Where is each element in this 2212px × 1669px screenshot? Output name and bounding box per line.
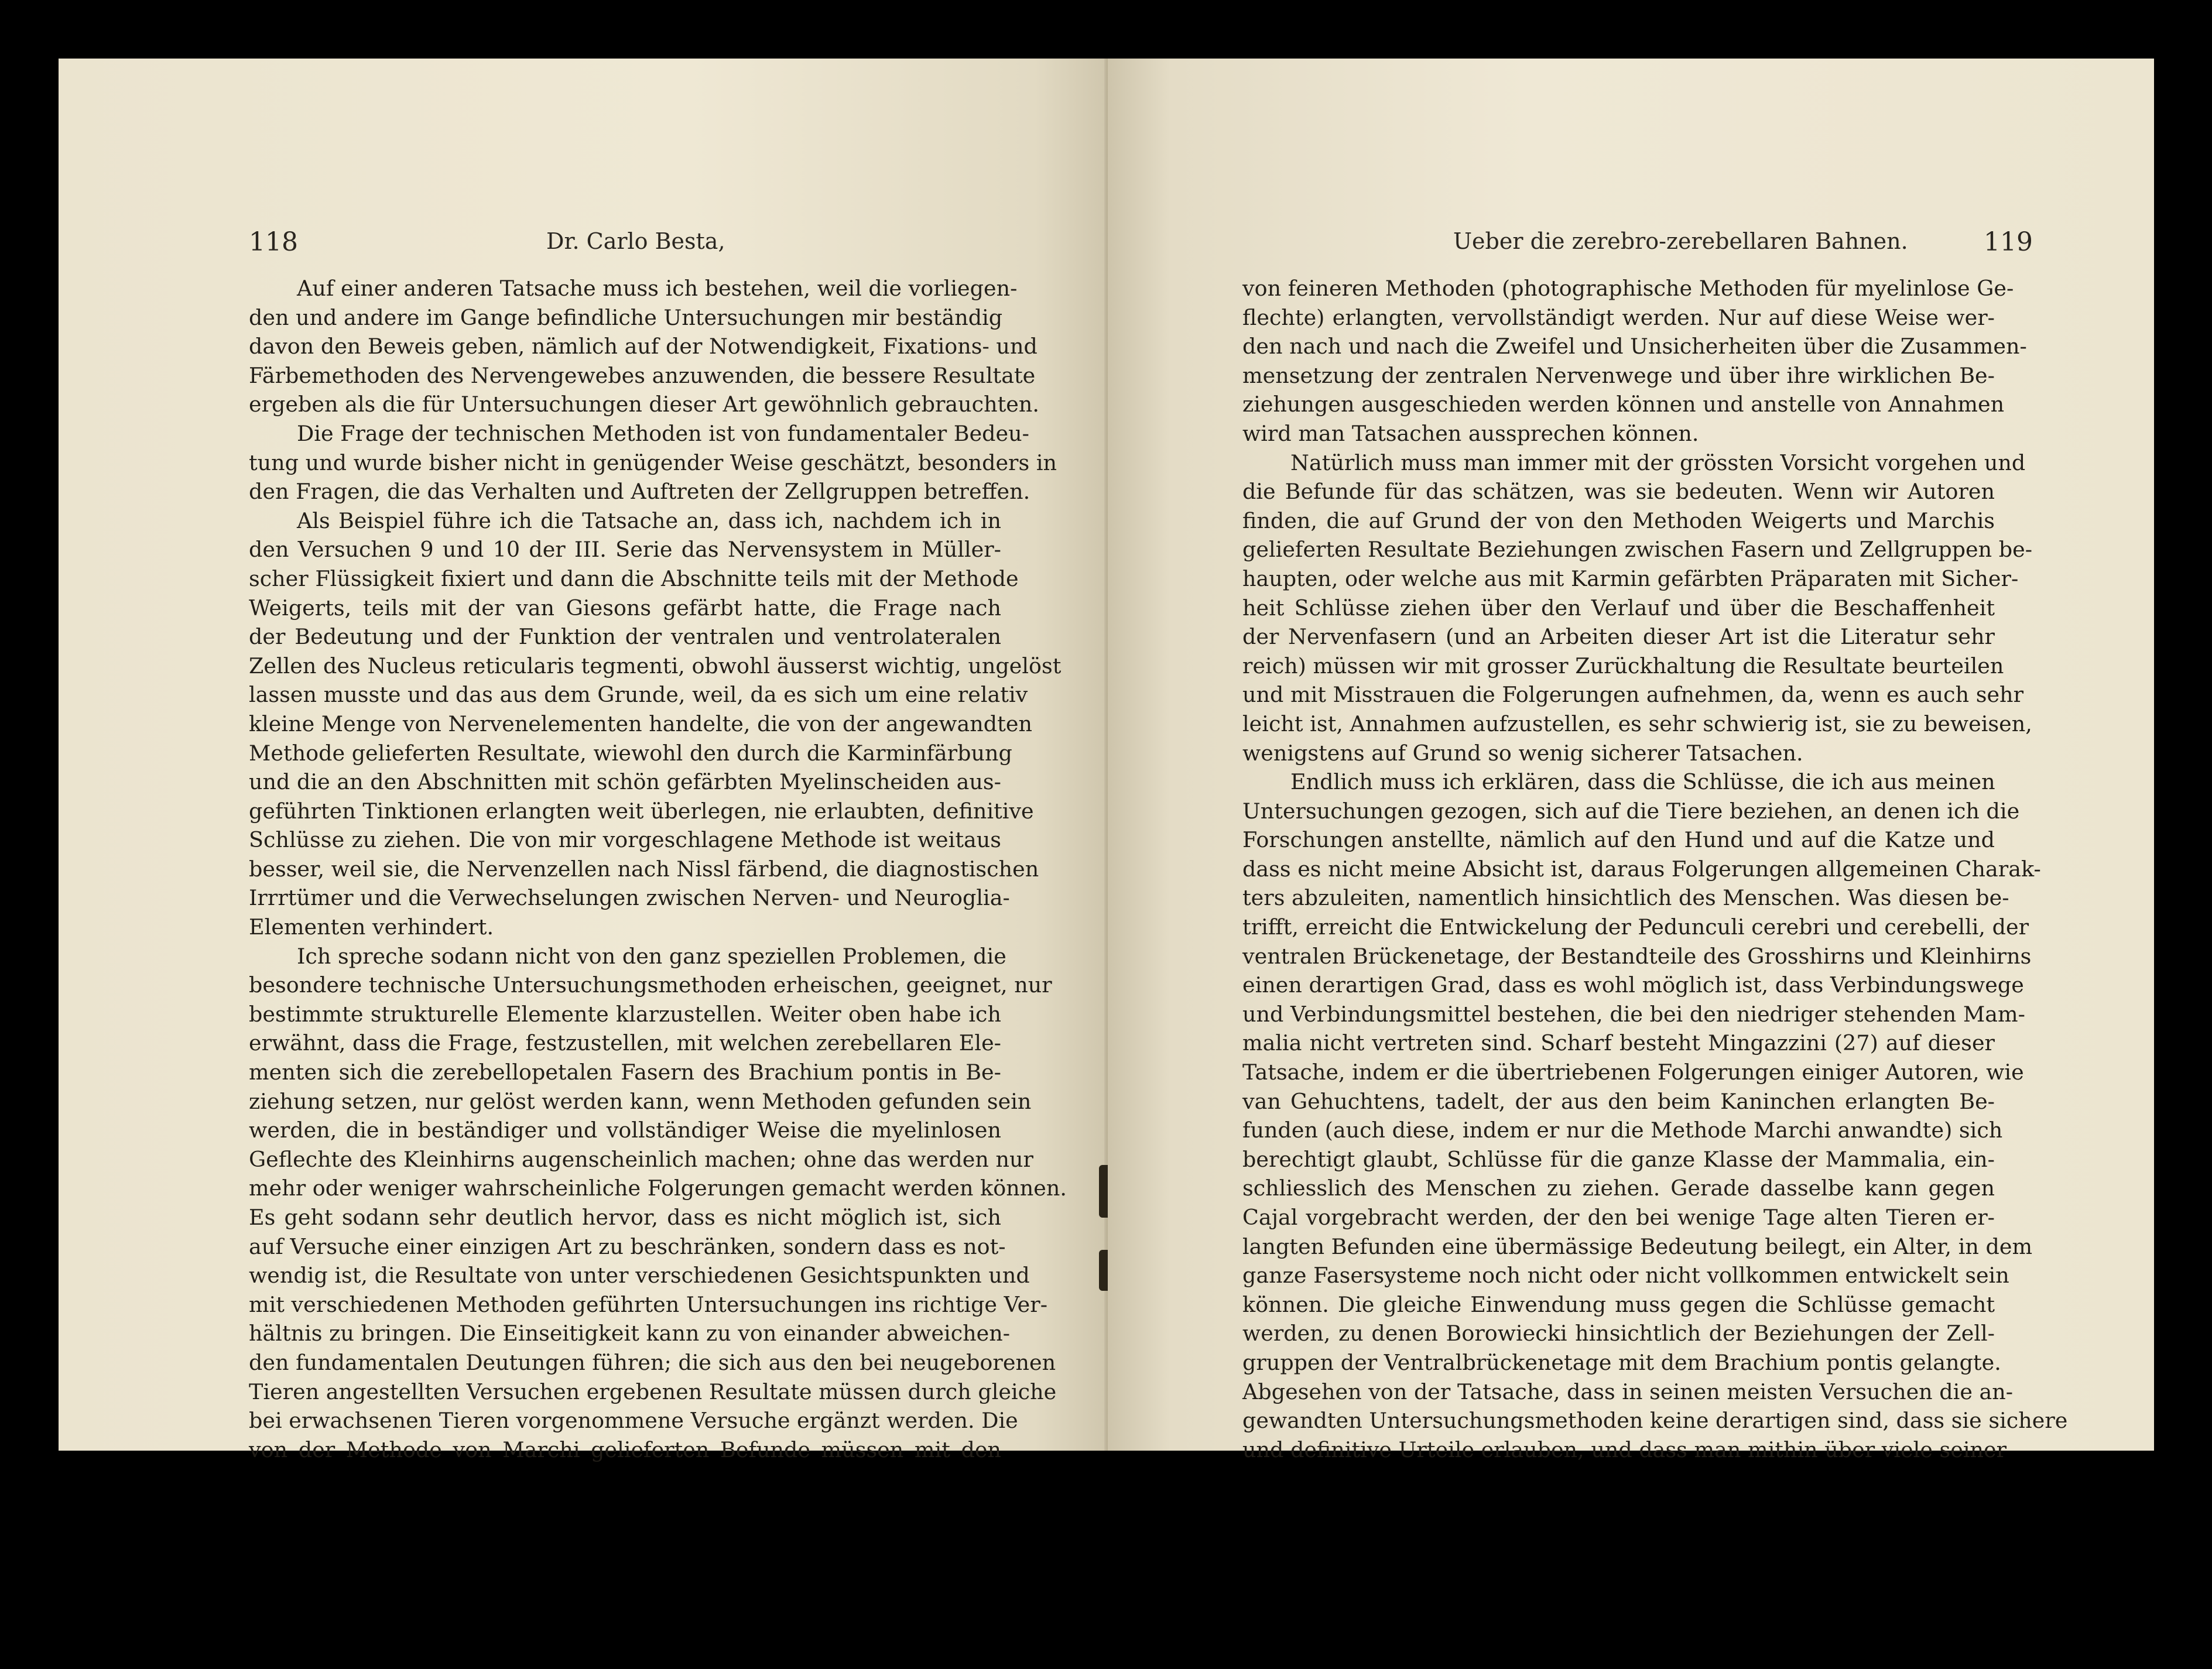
text-line: malia nicht vertreten sind. Scharf besteht Mingazzini (27) auf dieser — [1242, 1030, 1995, 1056]
text-line: Als Beispiel führe ich die Tatsache an, dass ich, nachdem ich in — [297, 508, 1001, 533]
text-line: können. Die gleiche Einwendung muss gegen die Schlüsse gemacht — [1242, 1291, 1995, 1317]
text-line: die Befunde für das schätzen, was sie bedeuten. Wenn wir Autoren — [1242, 479, 1995, 505]
text-line: Cajal vorgebracht werden, der den bei wenige Tage alten Tieren er- — [1242, 1205, 1995, 1230]
text-line: den nach und nach die Zweifel und Unsicherheiten über die Zusammen- — [1242, 334, 2027, 359]
text-line: besser, weil sie, die Nervenzellen nach Nissl färbend, die diagnostischen — [249, 856, 1039, 882]
right-page-header — [1225, 227, 2033, 262]
text-line: mehr oder weniger wahrscheinliche Folgerungen gemacht werden können. — [249, 1176, 1067, 1201]
text-line: von feineren Methoden (photographische Methoden für myelinlose Ge- — [1242, 276, 2014, 301]
text-line: heit Schlüsse ziehen über den Verlauf und über die Beschaffenheit — [1242, 595, 1995, 621]
text-line: wendig ist, die Resultate von unter verschiedenen Gesichtspunkten und — [249, 1263, 1030, 1288]
text-line: ziehung setzen, nur gelöst werden kann, wenn Methoden gefunden sein — [249, 1088, 1032, 1114]
text-line: menten sich die zerebellopetalen Fasern des Brachium pontis in Be- — [249, 1060, 1001, 1085]
text-line: reich) müssen wir mit grosser Zurückhaltung die Resultate beurteilen — [1242, 653, 2004, 678]
text-line: gruppen der Ventralbrückenetage mit dem Brachium pontis gelangte. — [1242, 1349, 2001, 1375]
text-line: Forschungen anstellte, nämlich auf den Hund und auf die Katze und — [1242, 827, 1995, 853]
page-number-right: 119 — [1984, 227, 2033, 257]
text-line: haupten, oder welche aus mit Karmin gefärbten Präparaten mit Sicher- — [1242, 566, 2019, 591]
left-page-header — [249, 227, 1057, 262]
text-line: erwähnt, dass die Frage, festzustellen, mit welchen zerebellaren Ele- — [249, 1030, 1001, 1056]
text-line: Zellen des Nucleus reticularis tegmenti, obwohl äusserst wichtig, ungelöst — [249, 653, 1062, 678]
text-line: wird man Tatsachen aussprechen können. — [1242, 420, 1699, 446]
text-line: von der Methode von Marchi gelieferten Befunde müssen mit den — [249, 1437, 1001, 1462]
text-line: gelieferten Resultate Beziehungen zwischen Fasern und Zellgruppen be- — [1242, 537, 2033, 563]
text-line: hältnis zu bringen. Die Einseitigkeit kann zu von einander abweichen- — [249, 1321, 1011, 1346]
text-line: den und andere im Gange befindliche Untersuchungen mir beständig — [249, 304, 1003, 330]
text-line: gewandten Untersuchungsmethoden keine derartigen sind, dass sie sichere — [1242, 1408, 2068, 1434]
text-line: flechte) erlangten, vervollständigt werden. Nur auf diese Weise wer- — [1242, 304, 1995, 330]
text-line: Abgesehen von der Tatsache, dass in seinen meisten Versuchen die an- — [1242, 1379, 2014, 1404]
text-line: Auf einer anderen Tatsache muss ich bestehen, weil die vorliegen- — [297, 276, 1018, 301]
text-line: auf Versuche einer einzigen Art zu beschränken, sondern dass es not- — [249, 1233, 1006, 1259]
text-line: und die an den Abschnitten mit schön gefärbten Myelinscheiden aus- — [249, 769, 1001, 795]
left-page-text — [249, 274, 1067, 1464]
text-line: wenigstens auf Grund so wenig sicherer Tatsachen. — [1242, 740, 1803, 766]
text-line: ters abzuleiten, namentlich hinsichtlich des Menschen. Was diesen be- — [1242, 885, 2009, 911]
text-line: den Versuchen 9 und 10 der III. Serie das Nervensystem in Müller- — [249, 537, 1001, 563]
text-line: langten Befunden eine übermässige Bedeutung beilegt, ein Alter, in dem — [1242, 1233, 2033, 1259]
text-line: finden, die auf Grund der von den Methoden Weigerts und Marchis — [1242, 508, 1995, 533]
text-line: mit verschiedenen Methoden geführten Untersuchungen ins richtige Ver- — [249, 1291, 1048, 1317]
text-line: dass es nicht meine Absicht ist, daraus Folgerungen allgemeinen Charak- — [1242, 856, 2041, 882]
text-line: scher Flüssigkeit fixiert und dann die Abschnitte teils mit der Methode — [249, 566, 1019, 591]
text-line: ergeben als die für Untersuchungen dieser Art gewöhnlich gebrauchten. — [249, 392, 1040, 417]
text-line: lassen musste und das aus dem Grunde, weil, da es sich um eine relativ — [249, 682, 1028, 708]
text-line: ganze Fasersysteme noch nicht oder nicht vollkommen entwickelt sein — [1242, 1263, 2009, 1288]
text-line: kleine Menge von Nervenelementen handelte, die von der angewandten — [249, 711, 1032, 736]
text-line: werden, die in beständiger und vollständiger Weise die myelinlosen — [249, 1118, 1001, 1143]
text-line: und Verbindungsmittel bestehen, die bei den niedriger stehenden Mam- — [1242, 1001, 2025, 1027]
text-line: ventralen Brückenetage, der Bestandteile des Grosshirns und Kleinhirns — [1242, 943, 2032, 969]
text-line: Es geht sodann sehr deutlich hervor, dass es nicht möglich ist, sich — [249, 1205, 1001, 1230]
text-line: Elementen verhindert. — [249, 914, 494, 940]
text-line: Die Frage der technischen Methoden ist von fundamentaler Bedeu- — [297, 420, 1029, 446]
text-line: berechtigt glaubt, Schlüsse für die ganze Klasse der Mammalia, ein- — [1242, 1146, 1995, 1172]
text-line: Färbemethoden des Nervengewebes anzuwenden, die bessere Resultate — [249, 362, 1036, 388]
text-line: tung und wurde bisher nicht in genügender Weise geschätzt, besonders in — [249, 450, 1057, 475]
text-line: Schlüsse zu ziehen. Die von mir vorgeschlagene Methode ist weitaus — [249, 827, 1001, 853]
text-line: Methode gelieferten Resultate, wiewohl den durch die Karminfärbung — [249, 740, 1012, 766]
text-line: Irrrtümer und die Verwechselungen zwischen Nerven- und Neuroglia- — [249, 885, 1010, 911]
text-line: schliesslich des Menschen zu ziehen. Gerade dasselbe kann gegen — [1242, 1176, 1995, 1201]
text-line: besondere technische Untersuchungsmethoden erheischen, geeignet, nur — [249, 972, 1052, 998]
text-line: und definitive Urteile erlauben, und dass man mithin über viele seiner — [1242, 1437, 2007, 1462]
text-line: den Fragen, die das Verhalten und Auftreten der Zellgruppen betreffen. — [249, 479, 1030, 505]
text-line: Geflechte des Kleinhirns augenscheinlich machen; ohne das werden nur — [249, 1146, 1033, 1172]
left-page — [59, 59, 1108, 1462]
text-line: den fundamentalen Deutungen führen; die sich aus den bei neugeborenen — [249, 1349, 1056, 1375]
text-line: und mit Misstrauen die Folgerungen aufnehmen, da, wenn es auch sehr — [1242, 682, 2024, 708]
right-page-text — [1242, 274, 2068, 1464]
text-line: Tatsache, indem er die übertriebenen Folgerungen einiger Autoren, wie — [1242, 1060, 2024, 1085]
text-line: Untersuchungen gezogen, sich auf die Tiere beziehen, an denen ich die — [1242, 798, 2020, 824]
text-line: der Bedeutung und der Funktion der ventralen und ventrolateralen — [249, 624, 1001, 650]
text-line: Ich spreche sodann nicht von den ganz speziellen Problemen, die — [297, 943, 1006, 969]
text-line: Natürlich muss man immer mit der grössten Vorsicht vorgehen und — [1290, 450, 2026, 475]
text-line: trifft, erreicht die Entwickelung der Pedunculi cerebri und cerebelli, der — [1242, 914, 2029, 940]
text-line: einen derartigen Grad, dass es wohl möglich ist, dass Verbindungswege — [1242, 972, 2024, 998]
text-line: mensetzung der zentralen Nervenwege und über ihre wirklichen Be- — [1242, 362, 1995, 388]
text-line: bestimmte strukturelle Elemente klarzustellen. Weiter oben habe ich — [249, 1001, 1001, 1027]
text-line: van Gehuchtens, tadelt, der aus den beim Kaninchen erlangten Be- — [1242, 1088, 1995, 1114]
running-head-left: Dr. Carlo Besta, — [546, 228, 725, 254]
text-line: leicht ist, Annahmen aufzustellen, es sehr schwierig ist, sie zu beweisen, — [1242, 711, 2032, 736]
running-head-right: Ueber die zerebro-zerebellaren Bahnen. — [1453, 228, 1908, 254]
text-line: davon den Beweis geben, nämlich auf der Notwendigkeit, Fixations- und — [249, 334, 1037, 359]
text-line: ziehungen ausgeschieden werden können und anstelle von Annahmen — [1242, 392, 2005, 417]
text-line: funden (auch diese, indem er nur die Methode Marchi anwandte) sich — [1242, 1118, 2003, 1143]
text-line: Tieren angestellten Versuchen ergebenen Resultate müssen durch gleiche — [249, 1379, 1057, 1404]
text-line: geführten Tinktionen erlangten weit überlegen, nie erlaubten, definitive — [249, 798, 1034, 824]
text-line: der Nervenfasern (und an Arbeiten dieser Art ist die Literatur sehr — [1242, 624, 1995, 650]
right-page — [1108, 59, 2154, 1462]
text-line: Endlich muss ich erklären, dass die Schlüsse, die ich aus meinen — [1290, 769, 1995, 795]
page-number-left: 118 — [249, 227, 298, 257]
text-line: Weigerts, teils mit der van Giesons gefärbt hatte, die Frage nach — [249, 595, 1001, 621]
text-line: werden, zu denen Borowiecki hinsichtlich der Beziehungen der Zell- — [1242, 1321, 1995, 1346]
text-line: bei erwachsenen Tieren vorgenommene Versuche ergänzt werden. Die — [249, 1408, 1018, 1434]
